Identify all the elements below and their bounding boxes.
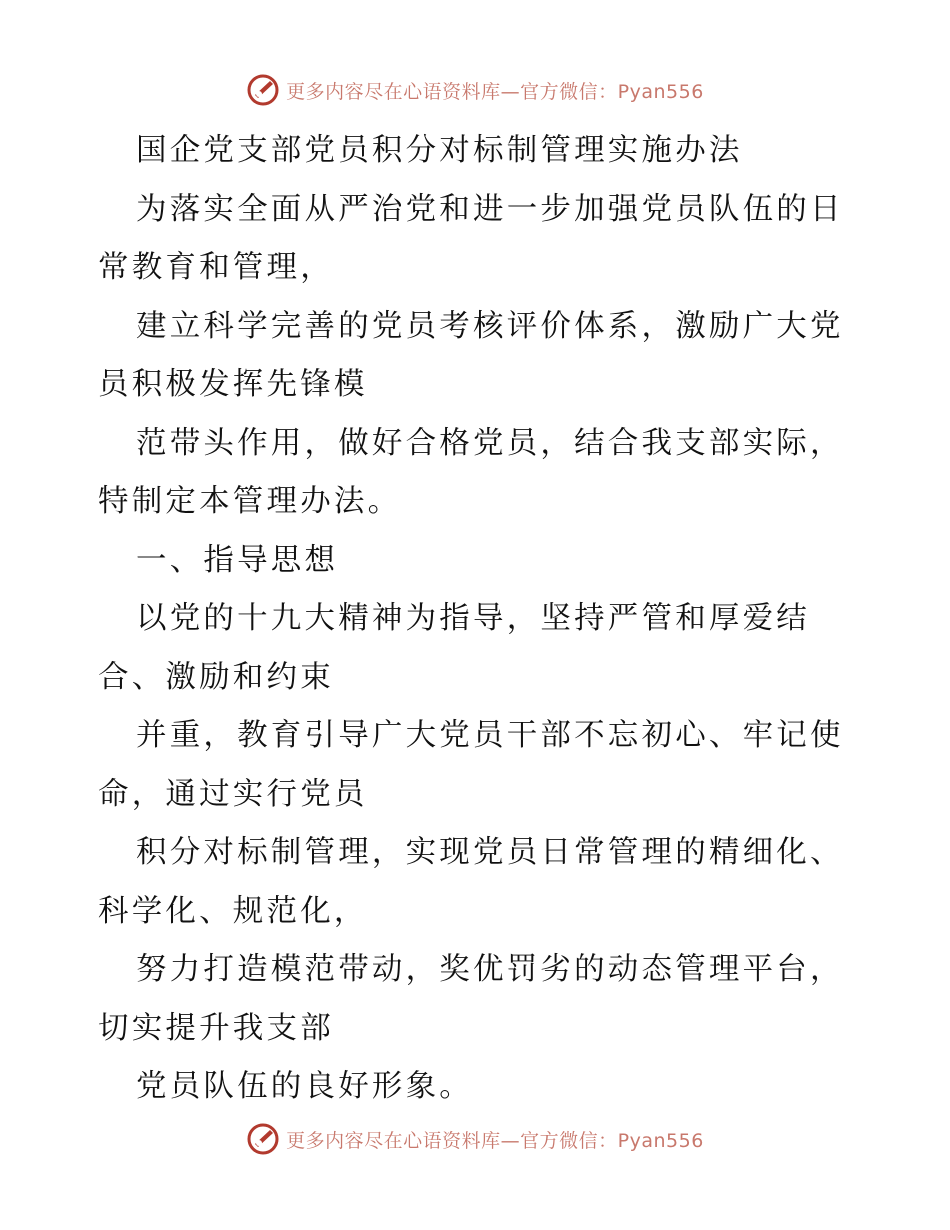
paragraph-line: 常教育和管理， [98,250,334,285]
document-title: 国企党支部党员积分对标制管理实施办法 [136,133,743,168]
paragraph-line: 范带头作用，做好合格党员，结合我支部实际， [136,425,844,461]
paragraph-line: 科学化、规范化， [98,893,368,929]
footer-banner-text: 更多内容尽在心语资料库—官方微信：Pyan556 [286,1129,704,1152]
paragraph-line: 努力打造模范带动，奖优罚劣的动态管理平台， [136,952,844,987]
red-circle-logo-icon [246,73,280,107]
paragraph-line: 以党的十九大精神为指导，坚持严管和厚爱结 [136,601,810,636]
footer-banner [0,1119,950,1159]
paragraph-line: 切实提升我支部 [98,1010,334,1046]
paragraph-line: 特制定本管理办法。 [98,484,402,519]
paragraph-line: 为落实全面从严治党和进一步加强党员队伍的日 [136,191,844,227]
paragraph-line: 党员队伍的良好形象。 [136,1069,473,1104]
paragraph-line: 命，通过实行党员 [98,776,368,812]
document-body [98,122,858,1117]
paragraph-line: 建立科学完善的党员考核评价体系，激励广大党 [136,308,844,344]
paragraph-line: 积分对标制管理，实现党员日常管理的精细化、 [136,835,844,870]
header-banner [0,70,950,110]
section-heading: 一、指导思想 [136,542,339,578]
paragraph-line: 合、激励和约束 [98,659,334,695]
header-banner-text: 更多内容尽在心语资料库—官方微信：Pyan556 [286,80,704,103]
paragraph-line: 员积极发挥先锋模 [98,367,368,402]
paragraph-line: 并重，教育引导广大党员干部不忘初心、牢记使 [136,718,844,753]
red-circle-logo-icon [246,1122,280,1156]
